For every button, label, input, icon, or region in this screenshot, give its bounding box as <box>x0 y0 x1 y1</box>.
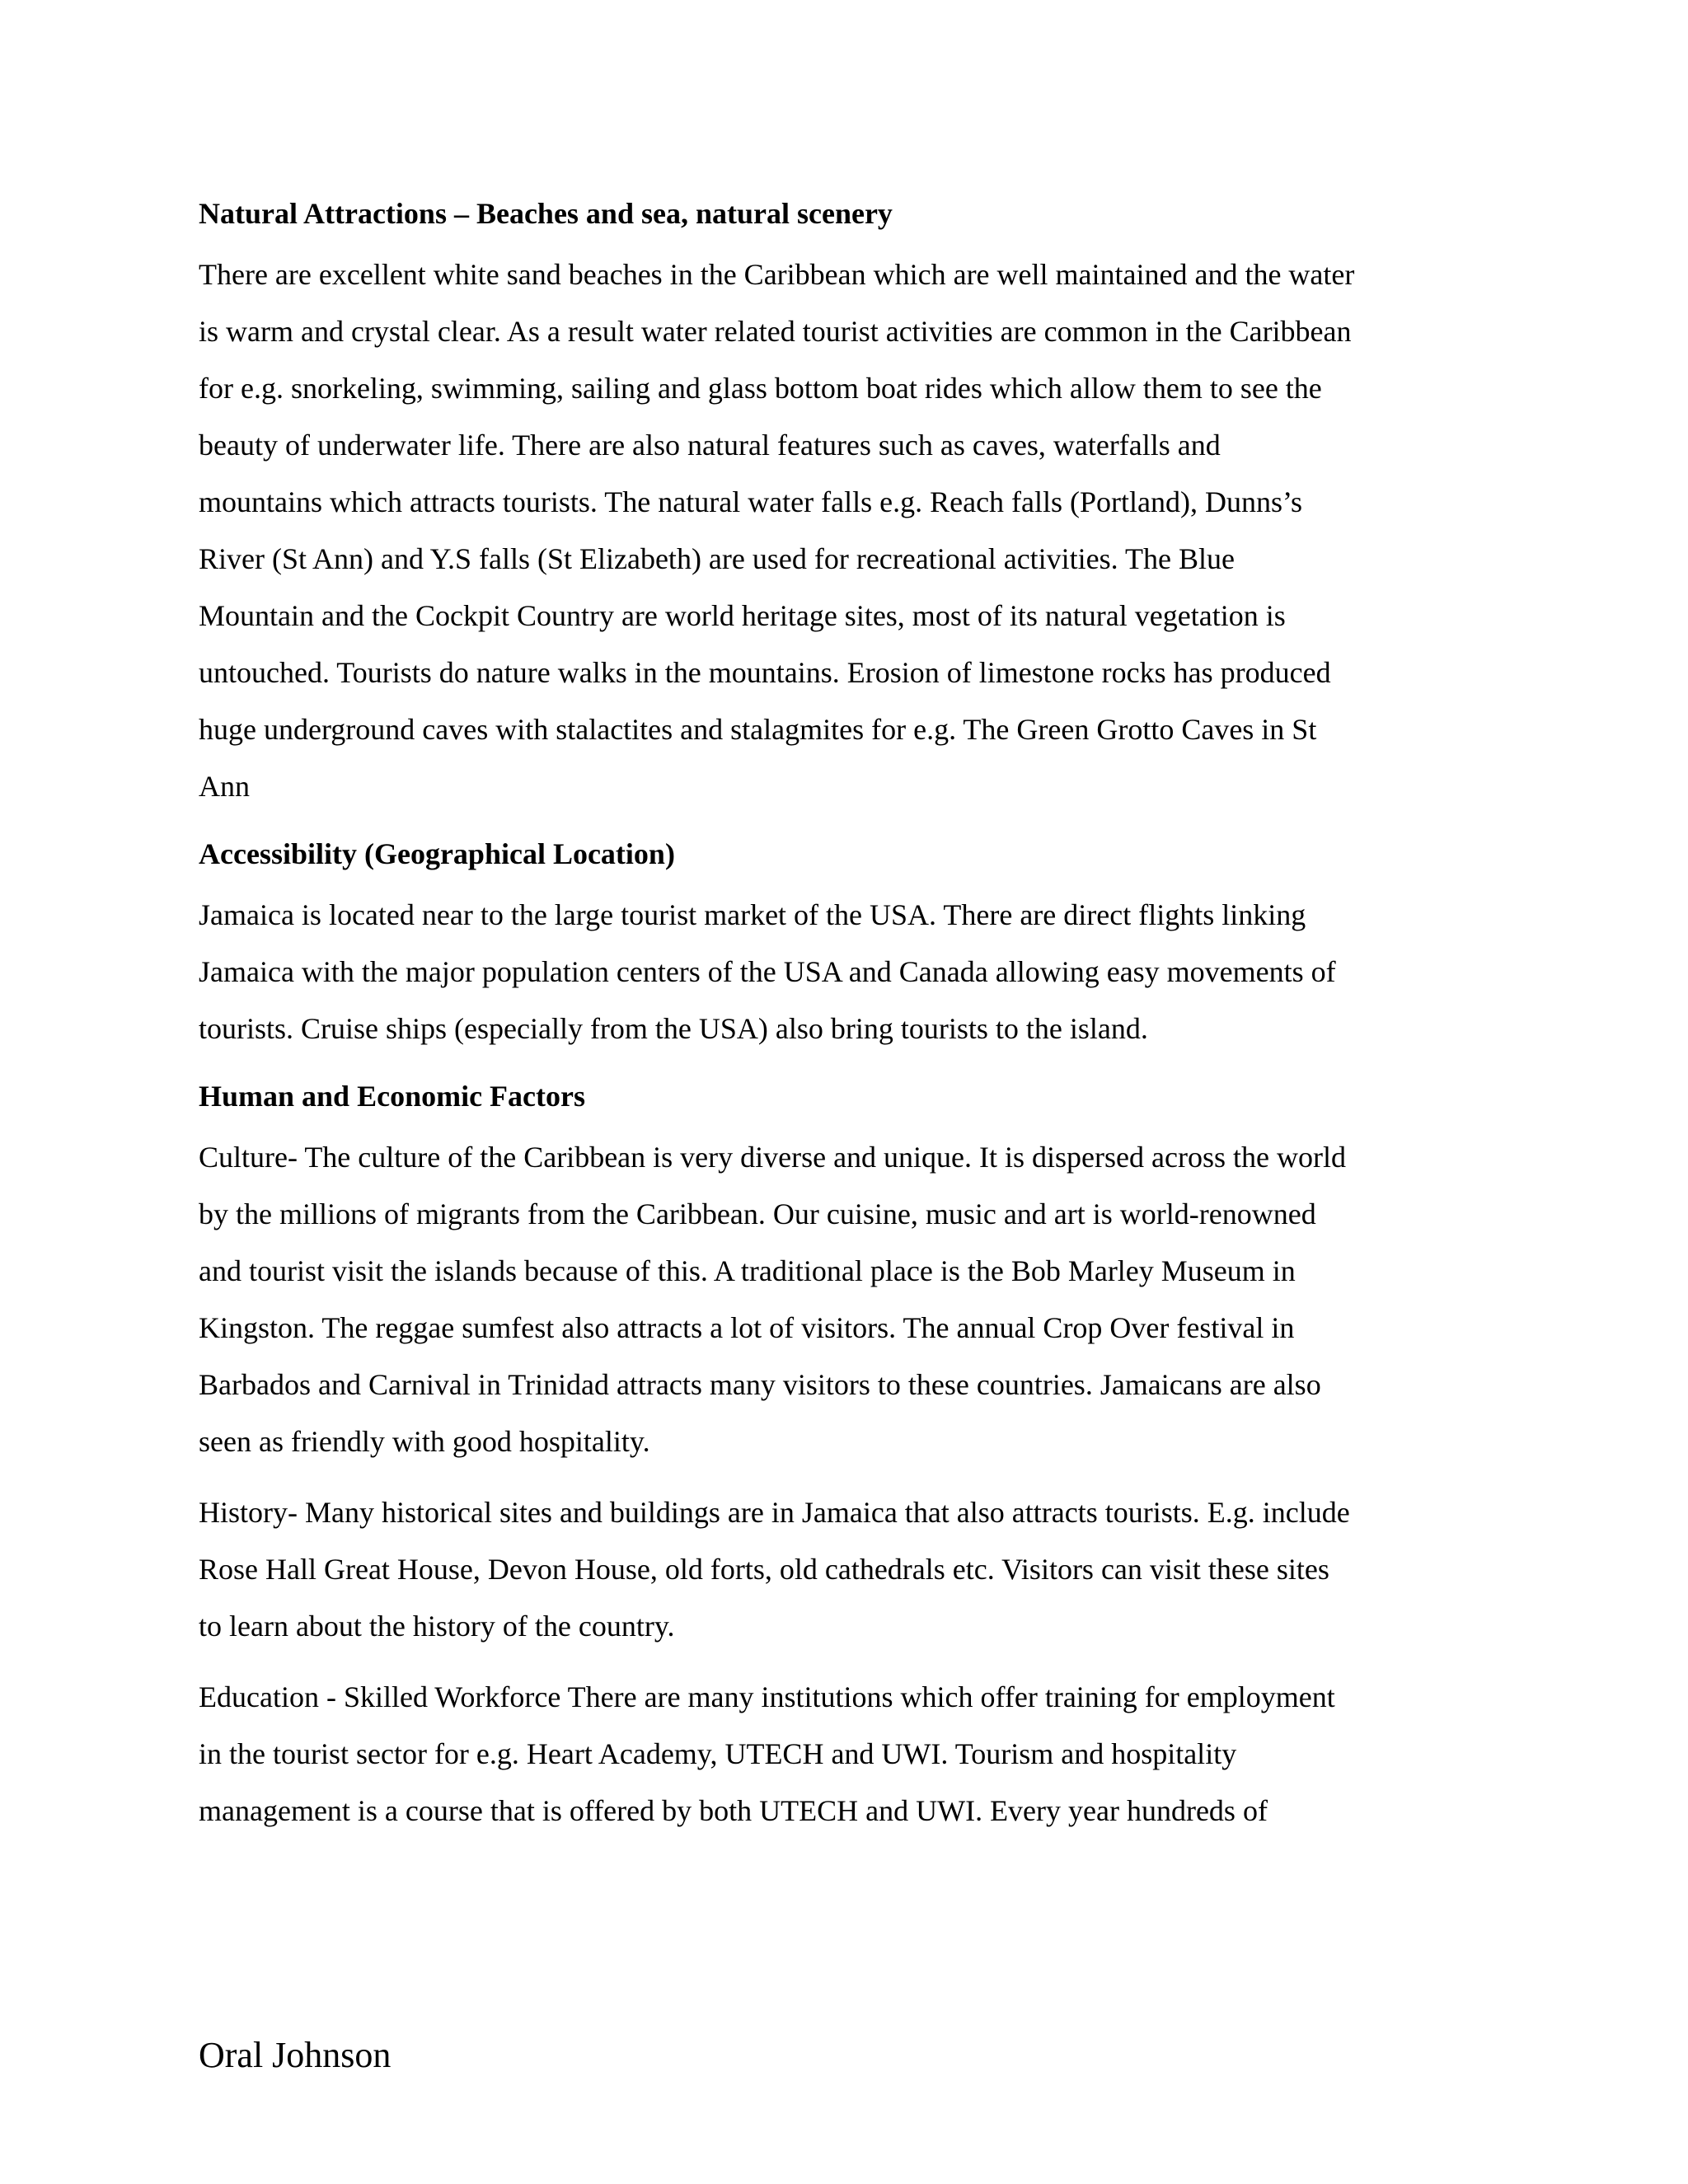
text-line: River (St Ann) and Y.S falls (St Elizabeth) are used for recreational activities. The Blue <box>199 542 1235 575</box>
text-line: seen as friendly with good hospitality. <box>199 1425 650 1458</box>
text-line: Jamaica with the major population centers of the USA and Canada allowing easy movements of <box>199 955 1336 988</box>
text-line: huge underground caves with stalactites and stalagmites for e.g. The Green Grotto Caves in St <box>199 713 1317 746</box>
text-line: Barbados and Carnival in Trinidad attracts many visitors to these countries. Jamaicans are also <box>199 1368 1321 1401</box>
text-line: for e.g. snorkeling, swimming, sailing and glass bottom boat rides which allow them to see the <box>199 372 1322 405</box>
text-line: Culture- The culture of the Caribbean is very diverse and unique. It is dispersed across the world <box>199 1141 1346 1174</box>
text-line: tourists. Cruise ships (especially from the USA) also bring tourists to the island. <box>199 1012 1148 1045</box>
paragraph-natural-attractions <box>199 246 1493 815</box>
section-heading-accessibility: Accessibility (Geographical Location) <box>199 837 675 870</box>
section-heading-natural-attractions: Natural Attractions – Beaches and sea, natural scenery <box>199 197 893 230</box>
paragraph-accessibility <box>199 887 1493 1057</box>
paragraph-history <box>199 1484 1493 1655</box>
text-line: History- Many historical sites and buildings are in Jamaica that also attracts tourists. E.g. include <box>199 1496 1350 1529</box>
text-line: Mountain and the Cockpit Country are world heritage sites, most of its natural vegetation is <box>199 599 1286 632</box>
text-line: to learn about the history of the country. <box>199 1610 675 1643</box>
text-line: beauty of underwater life. There are also natural features such as caves, waterfalls and <box>199 429 1221 462</box>
text-line: management is a course that is offered by both UTECH and UWI. Every year hundreds of <box>199 1794 1268 1827</box>
paragraph-culture <box>199 1129 1493 1470</box>
text-line: untouched. Tourists do nature walks in the mountains. Erosion of limestone rocks has produced <box>199 656 1331 689</box>
footer-author: Oral Johnson <box>199 2035 392 2075</box>
document-body <box>199 194 1493 1859</box>
text-line: mountains which attracts tourists. The natural water falls e.g. Reach falls (Portland), Dunns’s <box>199 485 1303 518</box>
text-line: Ann <box>199 770 250 803</box>
text-line: in the tourist sector for e.g. Heart Academy, UTECH and UWI. Tourism and hospitality <box>199 1737 1237 1770</box>
section-heading-human-economic: Human and Economic Factors <box>199 1080 586 1113</box>
text-line: Education - Skilled Workforce There are many institutions which offer training for employment <box>199 1680 1335 1713</box>
text-line: Rose Hall Great House, Devon House, old forts, old cathedrals etc. Visitors can visit these sites <box>199 1553 1329 1586</box>
text-line: is warm and crystal clear. As a result water related tourist activities are common in the Caribbean <box>199 315 1352 348</box>
text-line: There are excellent white sand beaches in the Caribbean which are well maintained and the water <box>199 258 1355 291</box>
text-line: and tourist visit the islands because of this. A traditional place is the Bob Marley Museum in <box>199 1254 1296 1287</box>
paragraph-education <box>199 1669 1493 1840</box>
text-line: Jamaica is located near to the large tourist market of the USA. There are direct flights linking <box>199 898 1306 931</box>
text-line: Kingston. The reggae sumfest also attracts a lot of visitors. The annual Crop Over festival in <box>199 1311 1295 1344</box>
text-line: by the millions of migrants from the Caribbean. Our cuisine, music and art is world-renowned <box>199 1197 1316 1230</box>
